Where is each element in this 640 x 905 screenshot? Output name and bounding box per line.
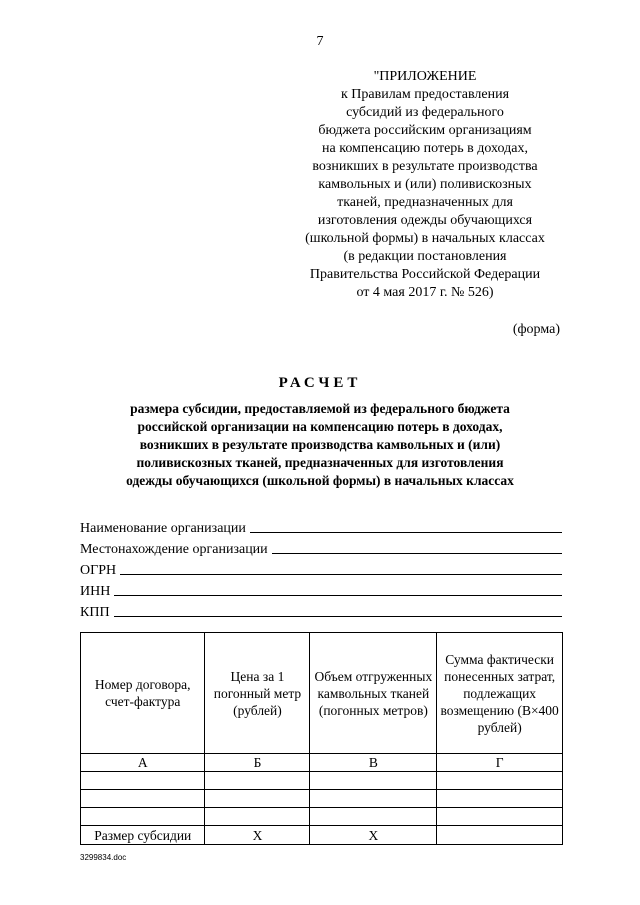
appendix-line: субсидий из федерального: [346, 105, 504, 120]
header-price-per-meter: Цена за 1 погонный метр (рублей): [205, 633, 310, 754]
summary-label: Размер субсидии: [81, 826, 205, 845]
field-ogrn: [80, 558, 562, 579]
subtitle-line: одежды обучающихся (школьной формы) в начальных классах: [126, 473, 514, 488]
appendix-line: на компенсацию потерь в доходах,: [322, 141, 528, 156]
field-label: ОГРН: [80, 563, 117, 578]
field-kpp: [80, 600, 562, 621]
field-organization-name: [80, 516, 562, 537]
form-label: (форма): [512, 322, 560, 337]
table-cell: А: [81, 754, 205, 772]
appendix-line: к Правилам предоставления: [340, 87, 510, 102]
document-subtitle: [80, 400, 560, 490]
appendix-header: [290, 68, 560, 302]
table-cell[interactable]: [310, 808, 437, 826]
table-cell[interactable]: [205, 772, 310, 790]
field-organization-location: [80, 537, 562, 558]
table-cell[interactable]: [437, 808, 563, 826]
header-contract-number: Номер договора, счет-фактура: [81, 633, 205, 754]
table-cell[interactable]: [310, 790, 437, 808]
ogrn-blank[interactable]: [120, 560, 562, 575]
field-label: КПП: [80, 605, 110, 620]
table-cell[interactable]: [81, 772, 205, 790]
document-file-code: 3299834.doc: [80, 853, 127, 862]
document-title: РАСЧЕТ: [278, 375, 362, 391]
table-header-row: [81, 633, 563, 754]
appendix-line: бюджета российским организациям: [318, 123, 532, 138]
table-cell: Б: [205, 754, 310, 772]
table-cell[interactable]: [205, 808, 310, 826]
header-actual-costs: Сумма фактически понесенных затрат, подлежащих возмещению (В×400 рублей): [437, 633, 563, 754]
table-summary-row: [81, 826, 563, 845]
organization-name-blank[interactable]: [250, 518, 562, 533]
calculation-table: [80, 632, 563, 845]
appendix-line: (школьной формы) в начальных классах: [305, 231, 545, 246]
organization-location-blank[interactable]: [272, 539, 562, 554]
subtitle-line: размера субсидии, предоставляемой из федерального бюджета: [130, 401, 510, 416]
table-cell[interactable]: [205, 790, 310, 808]
table-cell: В: [310, 754, 437, 772]
table-row: [81, 808, 563, 826]
table-cell[interactable]: [437, 772, 563, 790]
field-inn: [80, 579, 562, 600]
header-shipped-volume: Объем отгруженных камвольных тканей (погонных метров): [310, 633, 437, 754]
table-letter-row: [81, 754, 563, 772]
appendix-line: возникших в результате производства: [312, 159, 538, 174]
appendix-line: "ПРИЛОЖЕНИЕ: [373, 69, 477, 84]
summary-cell: Х: [205, 826, 310, 845]
summary-cell: Х: [310, 826, 437, 845]
subtitle-line: российской организации на компенсацию потерь в доходах,: [137, 419, 503, 434]
kpp-blank[interactable]: [114, 602, 562, 617]
page-number: 7: [316, 34, 324, 49]
summary-cell[interactable]: [437, 826, 563, 845]
table-cell[interactable]: [437, 790, 563, 808]
appendix-line: (в редакции постановления: [343, 249, 507, 264]
appendix-line: изготовления одежды обучающихся: [317, 213, 533, 228]
table-row: [81, 772, 563, 790]
appendix-line: Правительства Российской Федерации: [309, 267, 541, 282]
subtitle-line: возникших в результате производства камвольных и (или): [139, 437, 501, 452]
appendix-line: камвольных и (или) поливискозных: [318, 177, 532, 192]
table-row: [81, 790, 563, 808]
field-label: ИНН: [80, 584, 111, 599]
table-cell[interactable]: [81, 790, 205, 808]
table-cell: Г: [437, 754, 563, 772]
field-label: Местонахождение организации: [80, 542, 268, 557]
inn-blank[interactable]: [114, 581, 562, 596]
table-cell[interactable]: [310, 772, 437, 790]
field-label: Наименование организации: [80, 521, 246, 536]
table-cell[interactable]: [81, 808, 205, 826]
subtitle-line: поливискозных тканей, предназначенных для изготовления: [136, 455, 504, 470]
organization-fields: [80, 516, 562, 621]
appendix-line: тканей, предназначенных для: [337, 195, 513, 210]
appendix-line: от 4 мая 2017 г. № 526): [356, 285, 494, 300]
